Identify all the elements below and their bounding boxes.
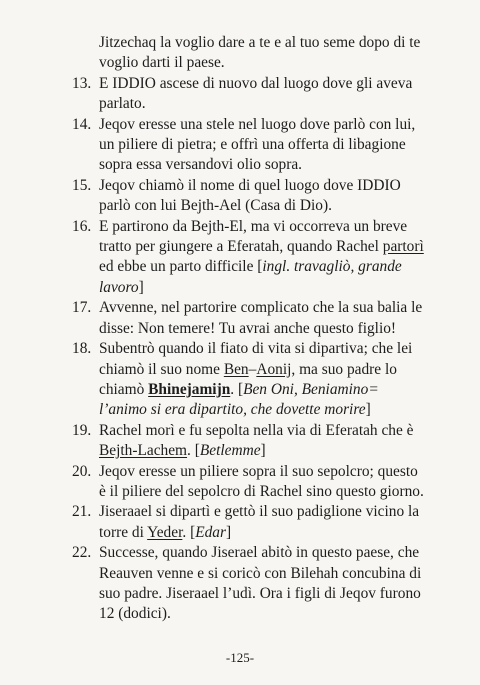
verse-number: 17. — [72, 299, 92, 317]
bold-underlined-name: Bhinejamijn — [148, 380, 231, 398]
verse-number: 16. — [72, 217, 92, 235]
verse-number: 15. — [72, 176, 92, 194]
underlined-name: Bejth-Lachem — [99, 442, 188, 460]
verse-text: . [ — [230, 380, 244, 398]
verse-number: 22. — [72, 544, 92, 562]
verse-text: ] — [226, 523, 232, 541]
italic-note: ingl. travagliò, grande lavoro — [99, 258, 402, 296]
italic-note: Edar — [195, 523, 226, 541]
verse-14 — [72, 115, 424, 176]
verse-21 — [72, 502, 424, 543]
verse-19 — [72, 421, 424, 462]
verse-text: E IDDIO ascese di nuovo dal luogo dove gli aveva parlato. — [99, 74, 413, 113]
verse-text: Rachel morì e fu sepolta nella via di Eferatah che è — [99, 421, 414, 439]
verse-number: 14. — [72, 115, 92, 133]
verse-text: Jeqov chiamò il nome di quel luogo dove IDDIO parlò con lui Bejth-Ael (Casa di Dio). — [99, 176, 401, 215]
verse-15 — [72, 176, 424, 217]
verse-20 — [72, 462, 424, 503]
verse-17 — [72, 298, 424, 339]
page-number: -125- — [225, 650, 255, 665]
verse-text: ed ebbe un parto difficile [ — [99, 258, 263, 276]
verse-text: . [ — [182, 523, 196, 541]
verse-list — [72, 33, 424, 625]
verse-text: ] — [365, 401, 371, 419]
verse-13 — [72, 74, 424, 115]
verse-18 — [72, 339, 424, 421]
verse-text: ] — [138, 278, 144, 296]
verse-text: Subentrò quando il fiato di vita si dipartiva; che lei chiamò il suo nome — [99, 340, 413, 378]
verse-22 — [72, 543, 424, 625]
verse-text: Jitzechaq la voglio dare a te e al tuo seme dopo di te voglio darti il paese. — [99, 34, 421, 72]
verse-text: ] — [260, 442, 266, 460]
verse-number: 18. — [72, 340, 92, 358]
underlined-word: partorì — [382, 238, 424, 256]
verse-text: Jeqov eresse una stele nel luogo dove parlò con lui, un piliere di pietra; e offrì una offerta di libagione sopra essa versandovi olio sopra. — [99, 115, 416, 174]
verse-16 — [72, 217, 424, 299]
verse-text: Jeqov eresse un piliere sopra il suo sepolcro; questo è il piliere del sepolcro di Rachel sino questo giorno. — [99, 462, 424, 500]
verse-number: 21. — [72, 503, 92, 521]
verse-text: E partirono da Bejth-El, ma vi occorreva un breve tratto per giungere a Eferatah, quando Rachel — [99, 217, 408, 256]
verse-number: 19. — [72, 421, 92, 439]
verse-number: 13. — [72, 74, 92, 92]
italic-note: Betlemme — [199, 442, 261, 460]
verse-text: . [ — [187, 442, 200, 460]
verse-text: Successe, quando Jiserael abitò in questo paese, che Reauven venne e si coricò con Bilehah concubina di suo padre. Jiseraael l’udì. Ora i figli di Jeqov furono 12 (dodici). — [99, 544, 422, 623]
underlined-name: Yeder — [147, 523, 183, 541]
verse-text: Avvenne, nel partorire complicato che la sua balia le disse: Non temere! Tu avrai anche questo figlio! — [99, 299, 423, 337]
verse-number: 20. — [72, 462, 92, 480]
verse-text: , ma suo padre lo chiamò — [99, 360, 397, 398]
italic-note: Ben Oni, Beniamino= l’animo si era dipartito, che dovette morire — [99, 380, 379, 419]
verse-continuation — [72, 33, 424, 74]
underlined-name: Aonij — [256, 360, 292, 378]
verse-text: – — [248, 360, 257, 378]
underlined-name: Ben — [223, 360, 249, 378]
verse-text: Jiseraael si dipartì e gettò il suo padiglione vicino la torre di — [99, 503, 420, 541]
